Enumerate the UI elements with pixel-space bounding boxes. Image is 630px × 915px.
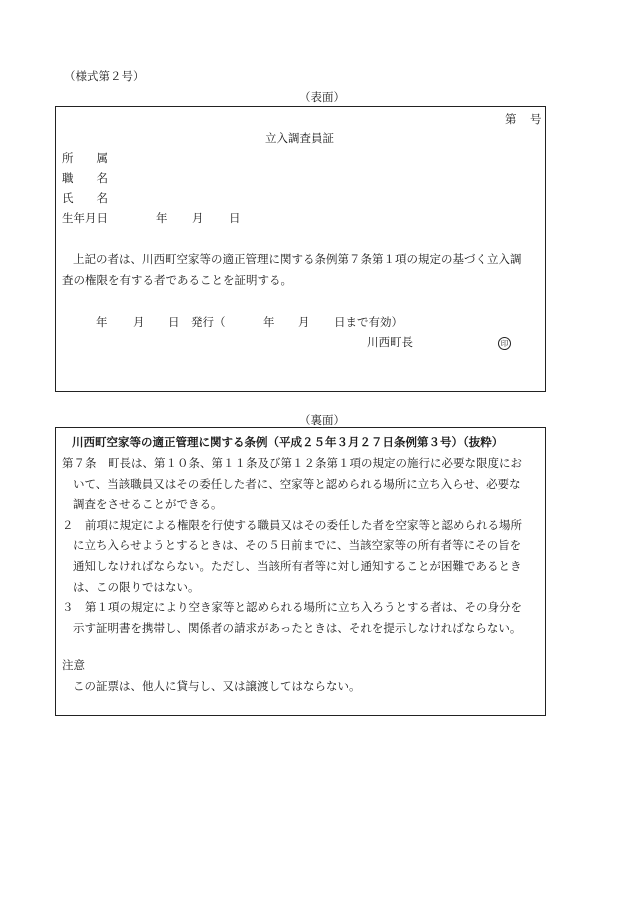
field-affiliation: 所 属 <box>62 151 108 165</box>
front-side-label: （表面） <box>299 90 345 104</box>
ordinance-heading: 川西町空家等の適正管理に関する条例（平成２５年３月２７日条例第３号）（抜粋） <box>72 435 504 449</box>
issue-day: 日 <box>168 315 180 329</box>
ordinance-line: 示す証明書を携帯し、関係者の請求があったときは、それを提示しなければならない。 <box>73 620 522 635</box>
ordinance-line: 第７条 町長は、第１０条、第１１条及び第１２条第１項の規定の施行に必要な限度にお <box>62 456 522 470</box>
card-title: 立入調査員証 <box>265 131 334 145</box>
valid-month: 月 <box>298 315 310 329</box>
notice-title: 注意 <box>62 658 85 672</box>
seal-mark <box>498 337 511 350</box>
back-side-label: （裏面） <box>299 413 345 427</box>
valid-until: 日まで有効） <box>334 315 403 329</box>
card-number-go: 号 <box>530 112 542 126</box>
statement-line-2: 査の権限を有する者であることを証明する。 <box>62 273 292 287</box>
issue-label: 発行（ <box>191 315 226 329</box>
birth-month: 月 <box>192 211 204 225</box>
ordinance-line: ２ 前項に規定による権限を行使する職員又はその委任した者を空家等と認められる場所 <box>62 517 522 532</box>
card-number-dai: 第 <box>505 112 517 126</box>
seal-icon: 印 <box>498 337 511 350</box>
ordinance-line: に立ち入らせようとするときは、その５日前までに、当該空家等の所有者等にその旨を <box>73 538 522 553</box>
form-number-label: （様式第２号） <box>64 69 145 83</box>
birth-year: 年 <box>156 211 168 225</box>
field-birthdate: 生年月日 <box>62 211 108 225</box>
birth-day: 日 <box>229 211 241 225</box>
statement-line-1: 上記の者は、川西町空家等の適正管理に関する条例第７条第１項の規定の基づく立入調 <box>73 252 522 266</box>
field-name: 氏 名 <box>62 191 108 205</box>
front-card <box>55 106 546 392</box>
ordinance-line: 通知しなければならない。ただし、当該所有者等に対し通知することが困難であるとき <box>73 559 522 573</box>
field-position: 職 名 <box>62 171 108 185</box>
ordinance-line: ３ 第１項の規定により空き家等と認められる場所に立ち入ろうとする者は、その身分を <box>62 600 522 615</box>
issue-year: 年 <box>96 315 108 329</box>
valid-year: 年 <box>263 315 275 329</box>
ordinance-line: 調査をさせることができる。 <box>73 497 223 512</box>
ordinance-line: いて、当該職員又はその委任した者に、空家等と認められる場所に立ち入らせ、必要な <box>73 476 521 491</box>
issuer-name: 川西町長 <box>367 335 413 349</box>
issue-month: 月 <box>133 315 145 329</box>
notice-text: この証票は、他人に貸与し、又は譲渡してはならない。 <box>73 679 361 693</box>
ordinance-line: は、この限りではない。 <box>73 579 200 594</box>
